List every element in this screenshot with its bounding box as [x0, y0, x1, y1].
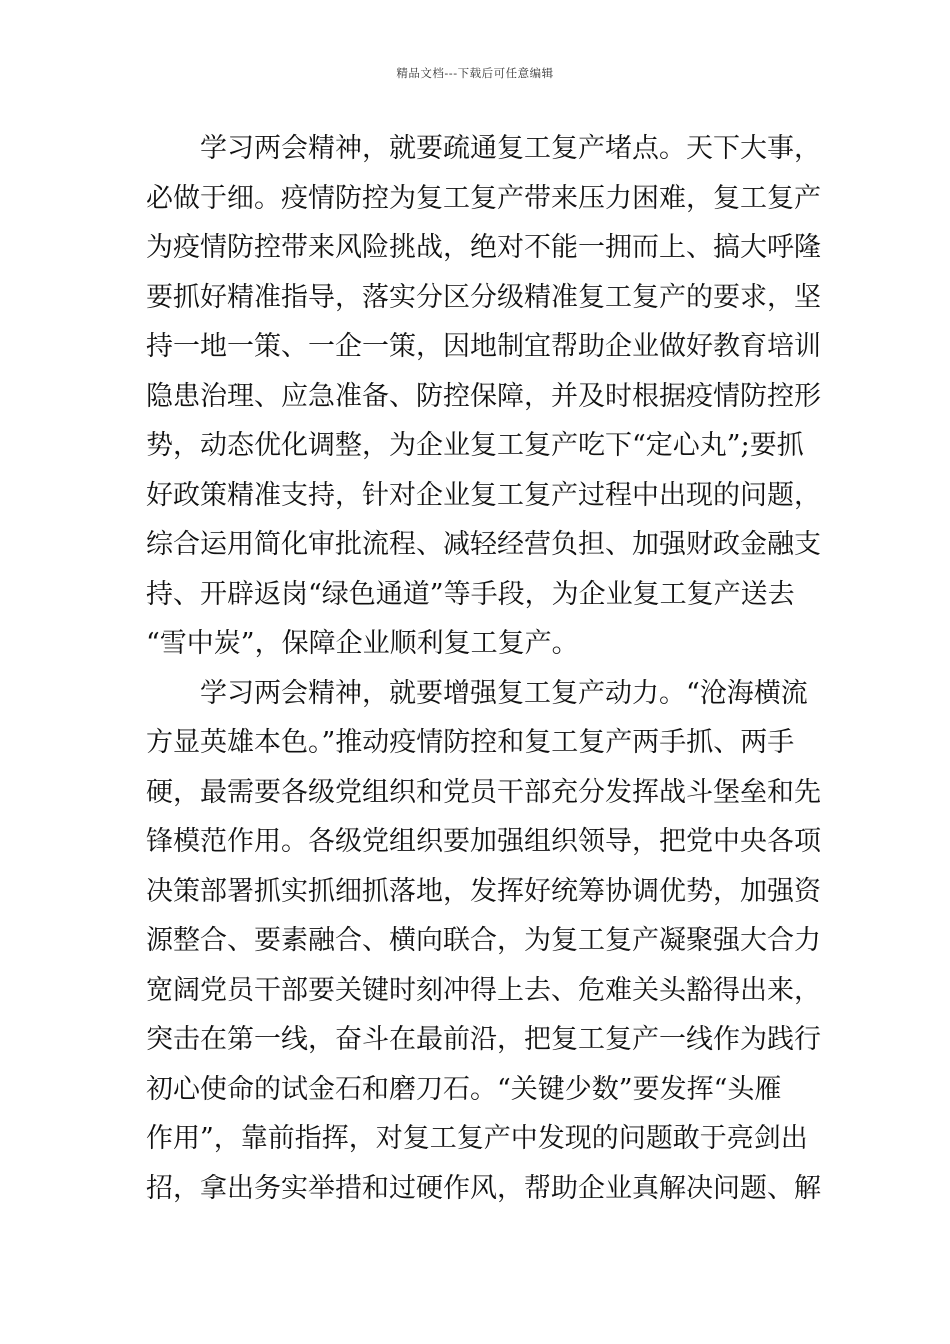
text-line: 学习两会精神，就要疏通复工复产堵点。天下大事， — [200, 133, 821, 164]
text-line: 必做于细。疫情防控为复工复产带来压力困难，复工复产 — [146, 182, 821, 214]
text-line: 势，动态优化调整，为企业复工复产吃下“定心丸”;要抓 — [146, 430, 804, 461]
text-line: 决策部署抓实抓细抓落地，发挥好统筹协调优势，加强资 — [146, 875, 821, 907]
text-line: 硬，最需要各级党组织和党员干部充分发挥战斗堡垒和先 — [146, 776, 821, 808]
text-line: 持、开辟返岗“绿色通道”等手段，为企业复工复产送去 — [146, 578, 795, 610]
text-line: 为疫情防控带来风险挑战，绝对不能一拥而上、搞大呼隆 — [146, 232, 821, 263]
text-line: 突击在第一线，奋斗在最前沿，把复工复产一线作为践行 — [146, 1024, 821, 1055]
text-line: 初心使命的试金石和磨刀石。“关键少数”要发挥“头雁 — [146, 1073, 782, 1105]
text-line: 作用”，靠前指挥，对复工复产中发现的问题敢于亮剑出 — [146, 1123, 808, 1154]
text-line: 方显英雄本色。”推动疫情防控和复工复产两手抓、两手 — [146, 727, 795, 758]
paragraph-1 — [146, 124, 821, 669]
text-line: 锋模范作用。各级党组织要加强组织领导，把党中央各项 — [146, 826, 821, 857]
paragraph-2 — [146, 669, 821, 1214]
text-line: 源整合、要素融合、横向联合，为复工复产凝聚强大合力 — [146, 925, 821, 956]
text-line: 持一地一策、一企一策，因地制宜帮助企业做好教育培训 — [146, 331, 821, 362]
text-line: 隐患治理、应急准备、防控保障，并及时根据疫情防控形 — [146, 380, 821, 412]
text-line: “雪中炭”，保障企业顺利复工复产。 — [146, 628, 579, 659]
document-body — [146, 124, 821, 1213]
text-line: 要抓好精准指导，落实分区分级精准复工复产的要求，坚 — [146, 281, 821, 313]
page-header: 精品文档---下载后可任意编辑 — [396, 66, 554, 80]
text-line: 好政策精准支持，针对企业复工复产过程中出现的问题， — [146, 479, 821, 511]
text-line: 招，拿出务实举措和过硬作风，帮助企业真解决问题、解 — [146, 1172, 821, 1204]
text-line: 宽阔党员干部要关键时刻冲得上去、危难关头豁得出来， — [146, 974, 821, 1006]
text-line: 综合运用简化审批流程、减轻经营负担、加强财政金融支 — [146, 529, 821, 560]
text-line: 学习两会精神，就要增强复工复产动力。“沧海横流 — [200, 677, 808, 709]
